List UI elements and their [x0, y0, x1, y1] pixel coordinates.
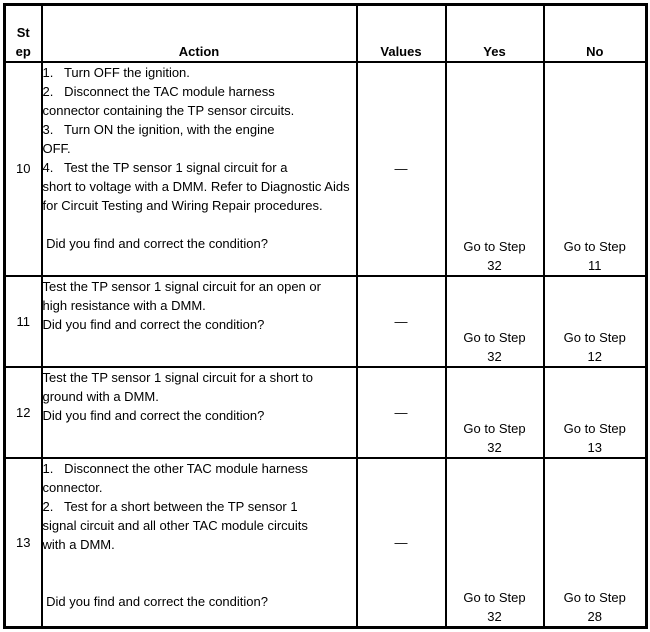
values-cell: — — [357, 458, 446, 628]
action-text-line: 4. Test the TP sensor 1 signal circuit for a — [42, 159, 288, 175]
step-number: 10 — [5, 62, 42, 277]
goto-step-text: 32 — [487, 349, 502, 365]
goto-step-text: Go to Step — [563, 239, 626, 255]
no-cell — [544, 458, 647, 628]
action-text-line: connector. — [42, 479, 103, 495]
yes-cell — [446, 62, 544, 277]
action-text-line — [43, 554, 356, 573]
goto-step-text: Go to Step — [463, 590, 526, 605]
goto-step-text: Go to Step — [463, 330, 526, 346]
column-header-step-line1: St — [16, 24, 30, 40]
column-header-yes: Yes — [446, 5, 544, 62]
step-number: 11 — [5, 276, 42, 367]
goto-step-text: 32 — [487, 609, 502, 624]
action-text-line: connector containing the TP sensor circuits. — [42, 102, 295, 118]
column-header-step-line2: ep — [15, 43, 31, 59]
goto-step-text: Go to Step — [563, 420, 626, 436]
action-text-line: signal circuit and all other TAC module circuits — [42, 517, 308, 533]
action-text-line: high resistance with a DMM. — [42, 298, 206, 314]
column-header-action: Action — [42, 5, 357, 62]
goto-step-text: Go to Step — [463, 239, 526, 255]
goto-step-text: 12 — [587, 349, 602, 365]
goto-step-text: 13 — [587, 439, 602, 455]
column-header-step — [5, 5, 42, 62]
action-cell — [42, 62, 357, 277]
goto-step-text: Go to Step — [563, 330, 626, 346]
table-row — [5, 367, 647, 458]
action-text-line: 1. Disconnect the other TAC module harness — [42, 460, 308, 476]
action-text-line: ground with a DMM. — [42, 389, 159, 405]
action-text-line: 2. Test for a short between the TP sensor 1 — [42, 498, 298, 514]
table-body — [5, 62, 647, 628]
yes-cell — [446, 367, 544, 458]
yes-cell — [446, 276, 544, 367]
values-cell: — — [357, 276, 446, 367]
no-cell — [544, 62, 647, 277]
table-row — [5, 62, 647, 277]
values-cell: — — [357, 367, 446, 458]
step-number: 12 — [5, 367, 42, 458]
action-text-line: 2. Disconnect the TAC module harness — [42, 83, 275, 99]
action-text-line: 3. Turn ON the ignition, with the engine — [42, 121, 275, 137]
action-text-line: for Circuit Testing and Wiring Repair procedures. — [42, 197, 323, 213]
table-header-row — [5, 5, 647, 62]
no-cell — [544, 367, 647, 458]
action-cell — [42, 276, 357, 367]
action-text-line: Test the TP sensor 1 signal circuit for a short to — [42, 370, 313, 386]
action-text-line — [43, 215, 356, 234]
action-text-line: Did you find and correct the condition? — [42, 593, 268, 609]
step-number: 13 — [5, 458, 42, 628]
goto-step-text: Go to Step — [563, 590, 626, 605]
action-text-line: OFF. — [42, 140, 71, 156]
column-header-values: Values — [357, 5, 446, 62]
values-cell: — — [357, 62, 446, 277]
table-row — [5, 458, 647, 628]
column-header-no: No — [544, 5, 647, 62]
goto-step-text: 11 — [588, 258, 602, 274]
action-text-line: Did you find and correct the condition? — [42, 235, 268, 251]
goto-step-text: Go to Step — [463, 420, 526, 436]
goto-step-text: 32 — [487, 258, 502, 274]
action-text-line: 1. Turn OFF the ignition. — [42, 64, 190, 80]
yes-cell — [446, 458, 544, 628]
goto-step-text: 28 — [587, 609, 602, 624]
diagnostic-table — [3, 3, 648, 629]
action-text-line: with a DMM. — [42, 536, 115, 552]
action-text-line: Did you find and correct the condition? — [42, 408, 265, 424]
table-row — [5, 276, 647, 367]
goto-step-text: 32 — [487, 439, 502, 455]
no-cell — [544, 276, 647, 367]
action-cell — [42, 367, 357, 458]
action-text-line: Test the TP sensor 1 signal circuit for an open or — [42, 279, 321, 295]
action-text-line: short to voltage with a DMM. Refer to Diagnostic Aids — [42, 178, 350, 194]
action-text-line — [43, 573, 356, 592]
action-text-line: Did you find and correct the condition? — [42, 317, 265, 333]
action-cell — [42, 458, 357, 628]
